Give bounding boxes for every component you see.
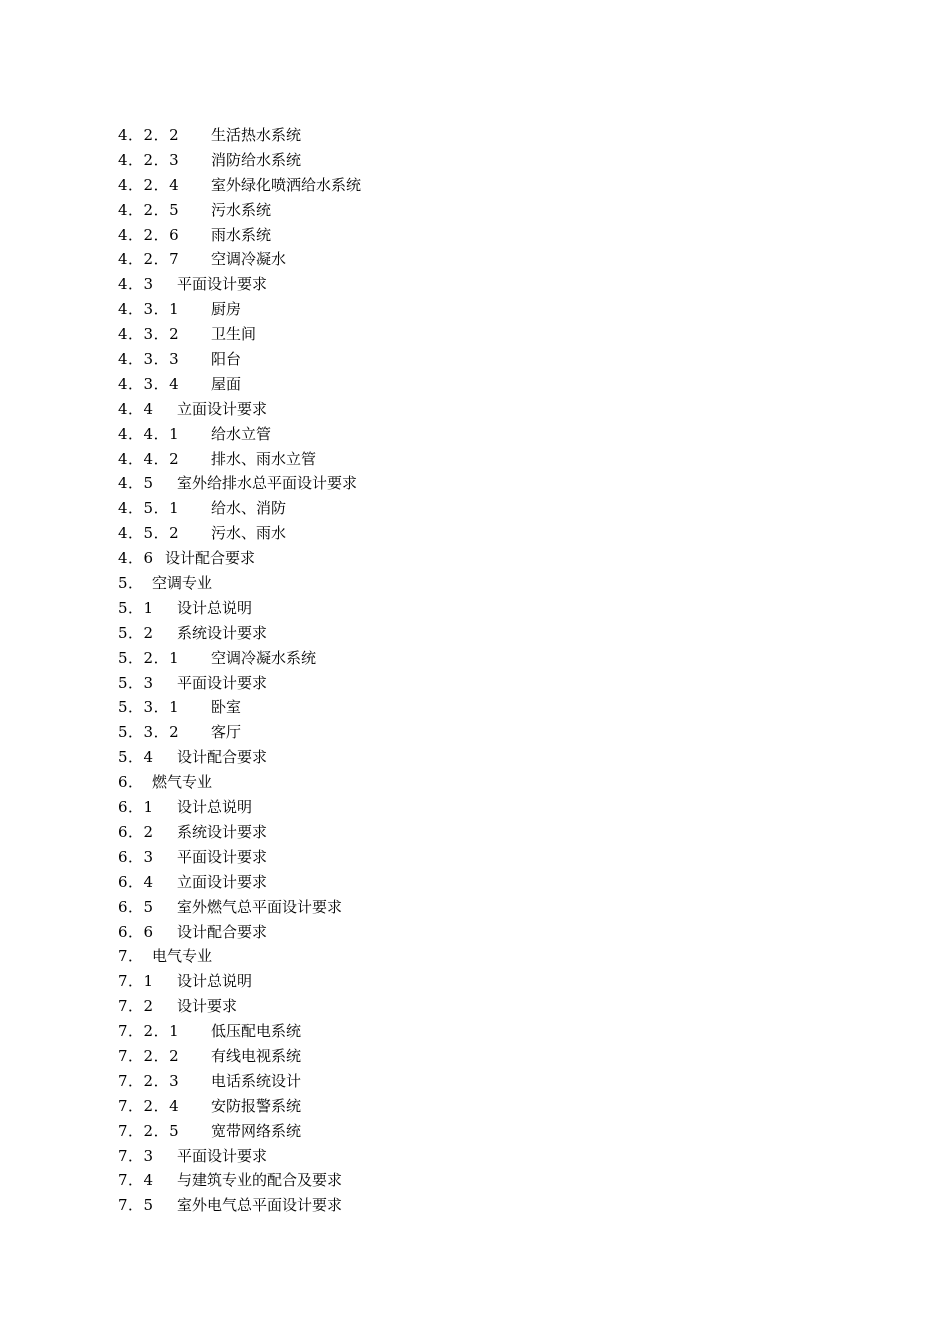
toc-entry: [118, 173, 818, 198]
toc-entry-title: 安防报警系统: [211, 1096, 302, 1115]
toc-entry-number: 7．2: [118, 997, 154, 1016]
toc-entry-number: 4．3．1: [118, 300, 180, 319]
toc-entry-title: 室外绿化喷洒给水系统: [211, 175, 362, 194]
toc-entry: [118, 1044, 818, 1069]
toc-entry: [118, 496, 818, 521]
toc-entry-title: 阳台: [211, 350, 242, 369]
toc-entry: [118, 1119, 818, 1144]
toc-entry: [118, 123, 818, 148]
toc-entry-title: 设计配合要求: [177, 748, 268, 767]
toc-entry-number: 4．4: [118, 399, 154, 418]
toc-entry-number: 6．3: [118, 847, 154, 866]
toc-entry-title: 消防给水系统: [211, 150, 302, 169]
toc-entry: [118, 521, 818, 546]
toc-entry: [118, 397, 818, 422]
toc-entry: [118, 621, 818, 646]
toc-entry-number: 6．1: [118, 798, 154, 817]
toc-entry-number: 4．6: [118, 549, 154, 568]
toc-entry-number: 4．2．3: [118, 150, 180, 169]
toc-entry: [118, 994, 818, 1019]
toc-entry: [118, 372, 818, 397]
toc-entry: [118, 546, 818, 571]
toc-entry: [118, 1019, 818, 1044]
toc-entry-number: 5．4: [118, 748, 154, 767]
toc-entry-title: 平面设计要求: [177, 275, 268, 294]
toc-entry-title: 卫生间: [211, 325, 257, 344]
toc-entry-number: 4．2．6: [118, 225, 180, 244]
toc-entry-title: 室外电气总平面设计要求: [177, 1196, 343, 1215]
toc-entry-number: 4．3: [118, 275, 154, 294]
toc-entry-title: 室外给排水总平面设计要求: [177, 474, 358, 493]
toc-entry: [118, 944, 818, 969]
toc-entry-title: 空调冷凝水系统: [211, 648, 317, 667]
toc-entry: [118, 1094, 818, 1119]
toc-entry-title: 客厅: [211, 723, 242, 742]
toc-entry-number: 7．3: [118, 1146, 154, 1165]
toc-entry-title: 系统设计要求: [177, 822, 268, 841]
toc-entry-number: 4．3．3: [118, 350, 180, 369]
toc-entry-title: 平面设计要求: [177, 847, 268, 866]
toc-entry: [118, 820, 818, 845]
toc-entry-title: 空调专业: [152, 574, 213, 593]
toc-entry: [118, 745, 818, 770]
toc-entry-number: 7．2．4: [118, 1096, 180, 1115]
toc-entry-number: 7．2．1: [118, 1022, 180, 1041]
toc-entry-title: 电气专业: [152, 947, 213, 966]
toc-entry-number: 6．2: [118, 822, 154, 841]
toc-entry: [118, 571, 818, 596]
toc-entry-title: 平面设计要求: [177, 1146, 268, 1165]
toc-entry: [118, 297, 818, 322]
toc-entry: [118, 870, 818, 895]
toc-entry: [118, 272, 818, 297]
toc-entry-number: 4．4．2: [118, 449, 180, 468]
toc-entry: [118, 148, 818, 173]
toc-entry-title: 低压配电系统: [211, 1022, 302, 1041]
toc-entry: [118, 770, 818, 795]
toc-entry-title: 卧室: [211, 698, 242, 717]
toc-entry-title: 给水立管: [211, 424, 272, 443]
toc-entry-title: 设计总说明: [177, 798, 253, 817]
toc-entry-number: 5．3．2: [118, 723, 180, 742]
toc-entry-number: 7．1: [118, 972, 154, 991]
toc-entry-title: 燃气专业: [152, 773, 213, 792]
toc-entry: [118, 447, 818, 472]
toc-entry-number: 4．3．2: [118, 325, 180, 344]
toc-entry-number: 4．2．2: [118, 126, 180, 144]
toc-entry-title: 设计总说明: [177, 972, 253, 991]
toc-entry: [118, 247, 818, 272]
toc-entry-title: 设计配合要求: [177, 922, 268, 941]
toc-entry-number: 7．: [118, 947, 144, 966]
toc-entry-title: 室外燃气总平面设计要求: [177, 897, 343, 916]
toc-entry-number: 4．5: [118, 474, 154, 493]
toc-entry-title: 屋面: [211, 374, 242, 393]
toc-entry: [118, 347, 818, 372]
toc-entry-number: 4．5．1: [118, 499, 180, 518]
toc-entry-title: 排水、雨水立管: [211, 449, 317, 468]
toc-entry-number: 4．3．4: [118, 374, 180, 393]
toc-entry-title: 有线电视系统: [211, 1046, 302, 1065]
toc-entry-number: 7．5: [118, 1196, 154, 1215]
toc-entry: [118, 646, 818, 671]
toc-entry-title: 给水、消防: [211, 499, 287, 518]
toc-entry: [118, 695, 818, 720]
toc-entry-number: 6．5: [118, 897, 154, 916]
toc-entry-number: 4．2．5: [118, 200, 180, 219]
toc-entry-number: 7．2．3: [118, 1071, 180, 1090]
toc-entry-number: 5．2．1: [118, 648, 180, 667]
toc-entry-title: 空调冷凝水: [211, 250, 287, 269]
toc-entry: [118, 845, 818, 870]
toc-entry-number: 7．2．2: [118, 1046, 180, 1065]
toc-entry-number: 4．2．4: [118, 175, 180, 194]
toc-entry-title: 立面设计要求: [177, 399, 268, 418]
toc-entry: [118, 1168, 818, 1193]
toc-entry-title: 污水、雨水: [211, 524, 287, 543]
toc-entry: [118, 671, 818, 696]
toc-entry: [118, 720, 818, 745]
toc-entry-title: 电话系统设计: [211, 1071, 302, 1090]
toc-entry-number: 4．2．7: [118, 250, 180, 269]
toc-entry-number: 6．4: [118, 872, 154, 891]
toc-entry-title: 立面设计要求: [177, 872, 268, 891]
toc-entry: [118, 1193, 818, 1218]
toc-entry-title: 厨房: [211, 300, 242, 319]
toc-entry-title: 雨水系统: [211, 225, 272, 244]
toc-entry-number: 5．2: [118, 623, 154, 642]
toc-entry-title: 平面设计要求: [177, 673, 268, 692]
toc-entry: [118, 471, 818, 496]
toc-entry: [118, 596, 818, 621]
toc-entry: [118, 198, 818, 223]
toc-entry-number: 4．5．2: [118, 524, 180, 543]
toc-entry: [118, 1069, 818, 1094]
toc-entry-title: 生活热水系统: [211, 126, 302, 144]
toc-entry-title: 设计要求: [177, 997, 238, 1016]
table-of-contents: [118, 123, 818, 1218]
toc-entry: [118, 422, 818, 447]
toc-entry-number: 5．3．1: [118, 698, 180, 717]
toc-entry-title: 设计配合要求: [165, 549, 256, 568]
toc-entry: [118, 322, 818, 347]
toc-entry: [118, 895, 818, 920]
toc-entry-title: 污水系统: [211, 200, 272, 219]
toc-entry-title: 系统设计要求: [177, 623, 268, 642]
toc-entry-number: 5．1: [118, 598, 154, 617]
toc-entry: [118, 1144, 818, 1169]
toc-entry-number: 6．: [118, 773, 144, 792]
toc-entry-number: 5．: [118, 574, 144, 593]
toc-entry: [118, 795, 818, 820]
toc-entry-title: 设计总说明: [177, 598, 253, 617]
toc-entry-number: 6．6: [118, 922, 154, 941]
toc-entry: [118, 969, 818, 994]
toc-entry: [118, 223, 818, 248]
toc-entry-number: 5．3: [118, 673, 154, 692]
toc-entry-title: 与建筑专业的配合及要求: [177, 1171, 343, 1190]
toc-entry: [118, 920, 818, 945]
toc-entry-title: 宽带网络系统: [211, 1121, 302, 1140]
toc-entry-number: 7．2．5: [118, 1121, 180, 1140]
toc-entry-number: 4．4．1: [118, 424, 180, 443]
toc-entry-number: 7．4: [118, 1171, 154, 1190]
